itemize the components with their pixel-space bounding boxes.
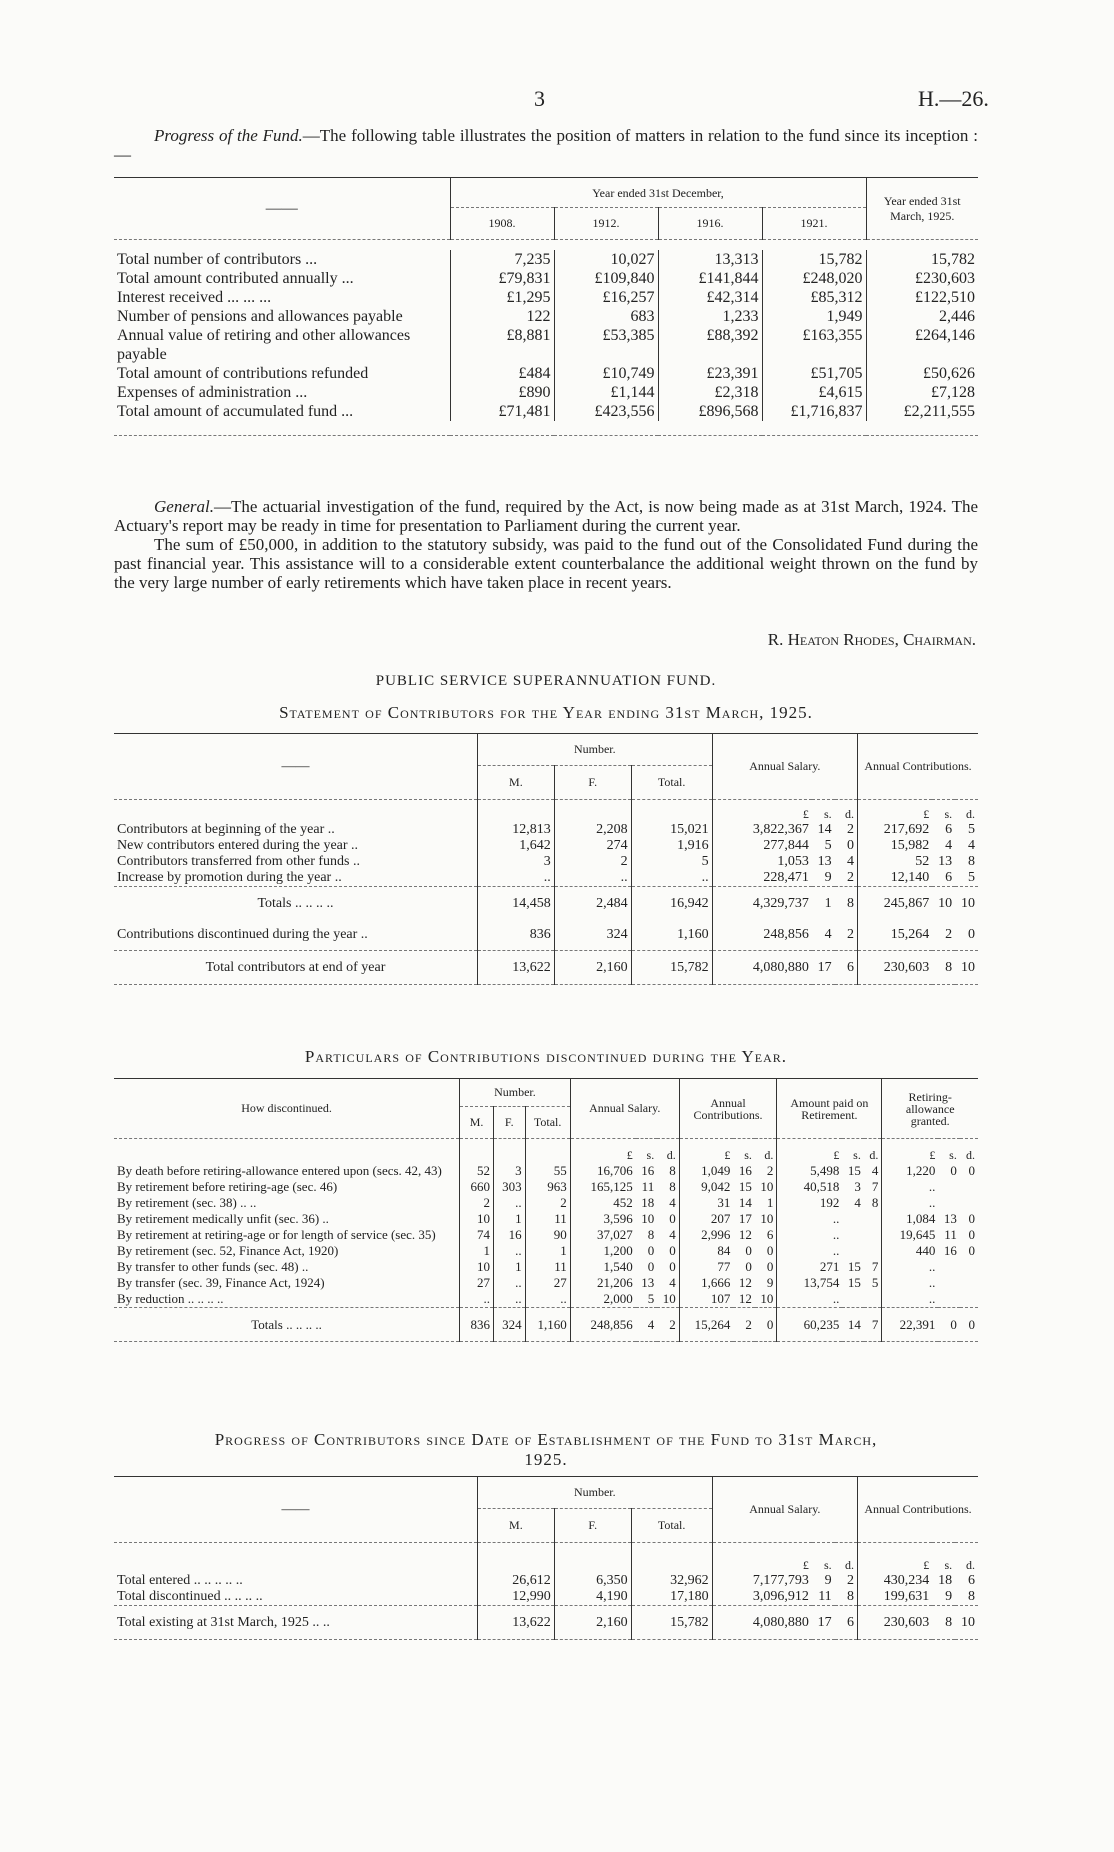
- progress-table: —— Year ended 31st December, Year ended 31st March, 1925. 1908. 1912. 1916. 1921. Total number of contributors ... 7,235 10,027 13,313 15,782 15,782 Total amount contributed annually ... £79,831 £109,840 £141,844 £248,020 £230,603 Interest received ... ... ... £1,295 £16,257 £42,314 £85,312 £122,510 Number of pensions and allowances payable 122 683 1,233 1,949 2,446 Annual value of retiring and other allowances payable £8,881 £53,385 £88,392 £163,355 £264,146 Total amount of contributions refunded £484 £10,749 £23,391 £51,705 £50,626 Expenses of administration ... £890 £1,144 £2,318 £4,615 £7,128 Total amount of accumulated fund ... £71,481 £423,556 £896,568 £1,716,837 £2,211,555: [114, 177, 978, 436]
- year-group-header: Year ended 31st December,: [450, 178, 866, 208]
- general-p2: The sum of £50,000, in addition to the statutory subsidy, was paid to the fund out of the Consolidated Fund during the past financial year. This assistance will to a considerable extent counterbalance the additional weight thrown on the fund by the very large number of early retirements which have taken place in recent years.: [114, 535, 978, 592]
- general-heading: General.: [154, 497, 214, 516]
- totals-row: Totals .. .. .. .. 836 324 1,160 248,856 4 2 15,264 2 0 60,235 14 7 22,391 0 0: [114, 1308, 978, 1342]
- table-row: By retirement medically unfit (sec. 36) .. 10 1 11 3,596 10 0 207 17 10 .. 1,084 13 0: [117, 1211, 975, 1226]
- table-row: By retirement (sec. 38) .. .. 2 .. 2 452 18 4 31 14 1 192 4 8 ..: [114, 1195, 978, 1211]
- year-header: 1912.: [554, 208, 658, 240]
- statement-title: Statement of Contributors for the Year ending 31st March, 1925.: [279, 703, 813, 722]
- last-col-header: Year ended 31st March, 1925.: [866, 178, 978, 240]
- table-row: Expenses of administration ... £890 £1,144 £2,318 £4,615 £7,128: [114, 383, 978, 402]
- year-header: 1921.: [762, 208, 866, 240]
- table-row: Total number of contributors ... 7,235 10,027 13,313 15,782 15,782: [114, 250, 978, 269]
- year-header: 1908.: [450, 208, 554, 240]
- totals-row: Total existing at 31st March, 1925 .. .. 13,622 2,160 15,782 4,080,880 17 6 230,603 8 10: [114, 1606, 978, 1640]
- table-row: Contributors transferred from other funds .. 3 2 5 1,053 13 4 52 13 8: [117, 854, 975, 869]
- table-row: Annual value of retiring and other allowances payable £8,881 £53,385 £88,392 £163,355 £264,146: [114, 326, 978, 364]
- totals-row: Totals .. .. .. .. 14,458 2,484 16,942 4,329,737 1 8 245,867 10 10: [114, 887, 978, 921]
- table-row: Increase by promotion during the year .. .. .. .. 228,471 9 2 12,140 6 5: [117, 870, 975, 885]
- intro-text: —The following table illustrates the position of matters in relation to the fund since its inception :—: [114, 126, 978, 164]
- table-row: Number of pensions and allowances payable 122 683 1,233 1,949 2,446: [114, 307, 978, 326]
- table-row: By retirement (sec. 52, Finance Act, 1920) 1 .. 1 1,200 0 0 84 0 0 .. 440 16 0: [117, 1243, 975, 1258]
- particulars-table: How discontinued. Number. Annual Salary. Annual Contributions. Amount paid on Retirement. Retiring-allowance granted. M. F. Total. £ s. d. £ s. d. £ s. d. £ s. d. By death before retiring-allowance entered upon (secs. 42, 43) 52 3 55 16,706 16 8 1,049 16 2 5,498 15 4 1,220 0 0 By retirement before retiring-age (sec. 46) 660 303 963 165,125 11 8 9,042 15 10 40,518 3 7 .. By retirement (sec. 38) .. .. 2 .. 2 452 18 4 31 14 1 192 4 8 .. By retirement medically unfit (sec. 36) .. 10 1 11 3,596 10 0 207 17 10 .. 1,084 13 0 By retirement at retiring-age or for length of service (sec. 35) 74 16 90 37,027 8 4 2,996 12 6 .. 19,645 11 0 By retirement (sec. 52, Finance Act, 1920) 1 .. 1 1,200 0 0 84 0 0 .. 440 16 0 By transfer to other funds (sec. 48) .. 10 1 11 1,540 0 0 77 0 0 271 15 7 .. By transfer (sec. 39, Finance Act, 1924) 27 .. 27 21,206 13 4 1,666 12 9 13,754 15 5 .. By reduction .. .. .. .. .. .. .. 2,000 5 10 107 12 10 .. .. Totals .. .. .. .. 836 324 1,160 248,856 4 2 15,264 2 0 60,235 14 7 22,391 0 0: [114, 1078, 978, 1342]
- table-row: Total entered .. .. .. .. .. 26,612 6,350 32,962 7,177,793 9 2 430,234 18 6: [117, 1573, 975, 1588]
- totals-row: Total contributors at end of year 13,622 2,160 15,782 4,080,880 17 6 230,603 8 10: [114, 951, 978, 985]
- table-row: Total discontinued .. .. .. .. 12,990 4,190 17,180 3,096,912 11 8 199,631 9 8: [117, 1589, 975, 1604]
- table-row: By reduction .. .. .. .. .. .. .. 2,000 5 10 107 12 10 .. ..: [114, 1291, 978, 1308]
- particulars-title: Particulars of Contributions discontinued during the Year.: [304, 1047, 788, 1066]
- table-row: Interest received ... ... ... £1,295 £16,257 £42,314 £85,312 £122,510: [114, 288, 978, 307]
- intro-heading: Progress of the Fund.: [154, 126, 303, 145]
- table-row: Total amount contributed annually ... £79,831 £109,840 £141,844 £248,020 £230,603: [114, 269, 978, 288]
- table-row: Contributors at beginning of the year .. 12,813 2,208 15,021 3,822,367 14 2 217,692 6 5: [117, 822, 975, 837]
- table-row: By transfer (sec. 39, Finance Act, 1924) 27 .. 27 21,206 13 4 1,666 12 9 13,754 15 5 ..: [114, 1275, 978, 1291]
- page-number: 3: [534, 86, 545, 111]
- fund-title: PUBLIC SERVICE SUPERANNUATION FUND.: [375, 673, 717, 689]
- general-section: [114, 497, 978, 592]
- document-reference: H.—26.: [918, 86, 989, 111]
- progress-contributors-table: —— Number. Annual Salary. Annual Contributions. M. F. Total. £ s. d. £ s. d. Total entered .. .. .. .. .. 26,612 6,350 32,962 7,177,793 9 2 430,234 18 6 Total discontinued .. .. .. .. 12,990 4,190 17,180 3,096,912 11 8 199,631 9 8 Total existing at 31st March, 1925 .. .. 13,622 2,160 15,782 4,080,880 17 6 230,603 8 10: [114, 1476, 978, 1640]
- table-row: Contributions discontinued during the year .. 836 324 1,160 248,856 4 2 15,264 2 0: [114, 921, 978, 951]
- table-row: By transfer to other funds (sec. 48) .. 10 1 11 1,540 0 0 77 0 0 271 15 7 ..: [114, 1259, 978, 1275]
- table-row: By retirement before retiring-age (sec. 46) 660 303 963 165,125 11 8 9,042 15 10 40,518 3 7 ..: [114, 1179, 978, 1195]
- signature: R. Heaton Rhodes, Chairman.: [767, 630, 976, 649]
- table-row: Total amount of accumulated fund ... £71,481 £423,556 £896,568 £1,716,837 £2,211,555: [114, 402, 978, 421]
- table-row: New contributors entered during the year .. 1,642 274 1,916 277,844 5 0 15,982 4 4: [117, 838, 975, 853]
- table-row: By death before retiring-allowance entered upon (secs. 42, 43) 52 3 55 16,706 16 8 1,049 16 2 5,498 15 4 1,220 0 0: [117, 1163, 975, 1178]
- table-row: Total amount of contributions refunded £484 £10,749 £23,391 £51,705 £50,626: [114, 364, 978, 383]
- year-header: 1916.: [658, 208, 762, 240]
- statement-table: —— Number. Annual Salary. Annual Contributions. M. F. Total. £ s. d. £ s. d. Contributors at beginning of the year .. 12,813 2,208 15,021 3,822,367 14 2 217,692 6 5 New contributors entered during the year .. 1,642 274 1,916 277,844 5 0 15,982 4 4 Contributors transferred from other funds .. 3 2 5 1,053 13 4 52 13 8 Increase by promotion during the year .. .. .. .. 228,471 9 2 12,140 6 5 Totals .. .. .. .. 14,458 2,484 16,942 4,329,737 1 8 245,867 10 10 Contributions discontinued during the year .. 836 324 1,160 248,856 4 2 15,264 2 0 Total contributors at end of year 13,622 2,160 15,782 4,080,880 17 6 230,603 8 10: [114, 733, 978, 985]
- general-p1: —The actuarial investigation of the fund, required by the Act, is now being made as at 31st March, 1924. The Actuary's report may be ready in time for presentation to Parliament during the current year.: [114, 497, 978, 535]
- progress-intro: [114, 126, 978, 164]
- progress-contributors-title: Progress of Contributors since Date of Establishment of the Fund to 31st March, 1925.: [214, 1430, 878, 1469]
- table-row: By retirement at retiring-age or for length of service (sec. 35) 74 16 90 37,027 8 4 2,996 12 6 .. 19,645 11 0: [117, 1227, 975, 1242]
